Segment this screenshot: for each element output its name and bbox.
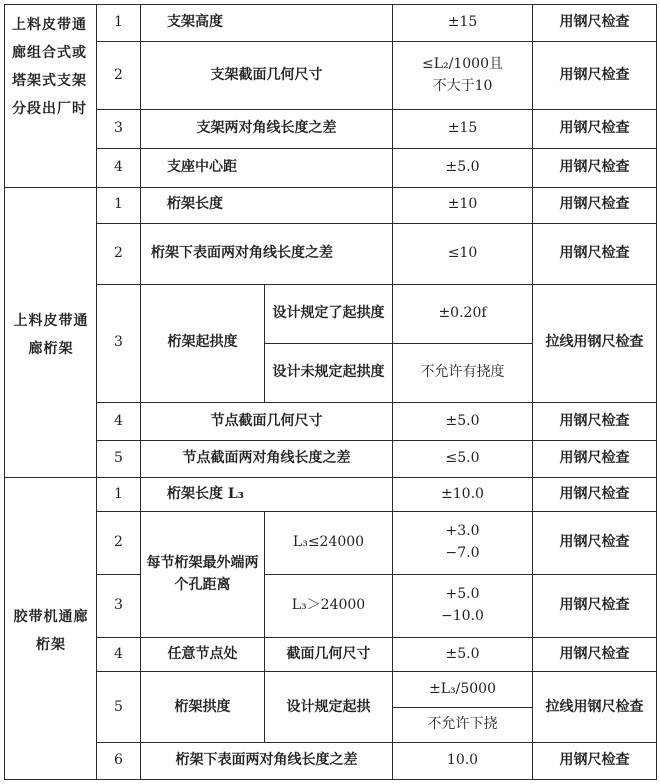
tolerance-value: ±L₃/5000 (429, 680, 496, 697)
tolerance-value: ≤10 (393, 224, 533, 285)
table-row (5, 149, 657, 188)
row-number: 4 (97, 149, 141, 188)
row-number: 5 (97, 441, 141, 478)
check-item: 支架两对角线长度之差 (141, 110, 393, 149)
tolerance-value: ≤L₂/1000且 不大于10 (393, 41, 533, 110)
condition: 截面几何尺寸 (265, 637, 393, 671)
check-method: 用钢尺检查 (533, 5, 657, 42)
condition: L₃≤24000 (265, 512, 393, 575)
table-row (5, 402, 657, 441)
tolerance-value: ±15 (393, 110, 533, 149)
check-item: 桁架长度 L₃ (141, 477, 393, 511)
check-method: 用钢尺检查 (533, 637, 657, 671)
tolerance-value: 10.0 (393, 743, 533, 780)
row-number: 1 (97, 477, 141, 511)
row-number: 3 (97, 284, 141, 402)
check-item: 桁架下表面两对角线长度之差 (141, 224, 393, 285)
tolerance-table (4, 4, 657, 780)
check-item: 任意节点处 (141, 637, 265, 671)
check-item: 桁架长度 (141, 187, 393, 224)
row-number: 2 (97, 512, 141, 575)
row-number: 1 (97, 5, 141, 42)
check-item: 节点截面两对角线长度之差 (141, 441, 393, 478)
tolerance-value: ±10.0 (393, 477, 533, 511)
row-number: 2 (97, 224, 141, 285)
check-item: 支架高度 (141, 5, 393, 42)
tolerance-value: ±5.0 (393, 637, 533, 671)
check-method: 用钢尺检查 (533, 743, 657, 780)
check-method: 用钢尺检查 (533, 441, 657, 478)
condition: L₃＞24000 (265, 575, 393, 638)
sub-condition: 设计规定了起拱度 (265, 284, 393, 343)
check-method: 用钢尺检查 (533, 187, 657, 224)
tolerance-value: +3.0 −7.0 (393, 512, 533, 575)
check-item: 桁架下表面两对角线长度之差 (141, 743, 393, 780)
tolerance-value: ±5.0 (393, 402, 533, 441)
tolerance-value: ≤5.0 (393, 441, 533, 478)
section-title: 胶带机通廊桁架 (5, 477, 97, 779)
tolerance-value: ±0.20f (393, 284, 533, 343)
table-row (5, 672, 657, 743)
row-number: 5 (97, 672, 141, 743)
section-title: 上料皮带通廊组合式或塔架式支架分段出厂时 (5, 5, 97, 188)
table-row (5, 477, 657, 511)
check-method: 用钢尺检查 (533, 512, 657, 575)
tolerance-value: 不允许有挠度 (393, 343, 533, 402)
check-item: 节点截面几何尺寸 (141, 402, 393, 441)
table-row (5, 284, 657, 343)
check-method: 用钢尺检查 (533, 402, 657, 441)
row-number: 6 (97, 743, 141, 780)
check-item: 桁架起拱度 (141, 284, 265, 402)
table-row (5, 110, 657, 149)
row-number: 3 (97, 110, 141, 149)
table-row (5, 224, 657, 285)
table-row (5, 743, 657, 780)
check-method: 用钢尺检查 (533, 110, 657, 149)
row-number: 3 (97, 575, 141, 638)
row-number: 1 (97, 187, 141, 224)
tolerance-value: ±5.0 (393, 149, 533, 188)
table-row (5, 512, 657, 575)
check-method: 用钢尺检查 (533, 149, 657, 188)
tolerance-value: 不允许下挠 (393, 707, 532, 743)
check-method: 拉线用钢尺检查 (533, 284, 657, 402)
tolerance-value: ±10 (393, 187, 533, 224)
check-method: 用钢尺检查 (533, 41, 657, 110)
tolerance-value: +5.0 −10.0 (393, 575, 533, 638)
tolerance-cell (393, 672, 533, 743)
tolerance-value: ±15 (393, 5, 533, 42)
check-method: 拉线用钢尺检查 (533, 672, 657, 743)
table-row (5, 41, 657, 110)
table-row (5, 187, 657, 224)
table-row (5, 5, 657, 42)
check-item: 桁架拱度 (141, 672, 265, 743)
check-item: 每节桁架最外端两个孔距离 (141, 512, 265, 638)
check-item: 支架截面几何尺寸 (141, 41, 393, 110)
table-row (5, 441, 657, 478)
check-method: 用钢尺检查 (533, 477, 657, 511)
row-number: 4 (97, 402, 141, 441)
condition: 设计规定起拱 (265, 672, 393, 743)
check-item: 支座中心距 (141, 149, 393, 188)
check-method: 用钢尺检查 (533, 224, 657, 285)
table-row (5, 637, 657, 671)
row-number: 2 (97, 41, 141, 110)
section-title: 上料皮带通廊桁架 (5, 187, 97, 477)
row-number: 4 (97, 637, 141, 671)
table-row (5, 575, 657, 638)
check-method: 用钢尺检查 (533, 575, 657, 638)
sub-condition: 设计未规定起拱度 (265, 343, 393, 402)
